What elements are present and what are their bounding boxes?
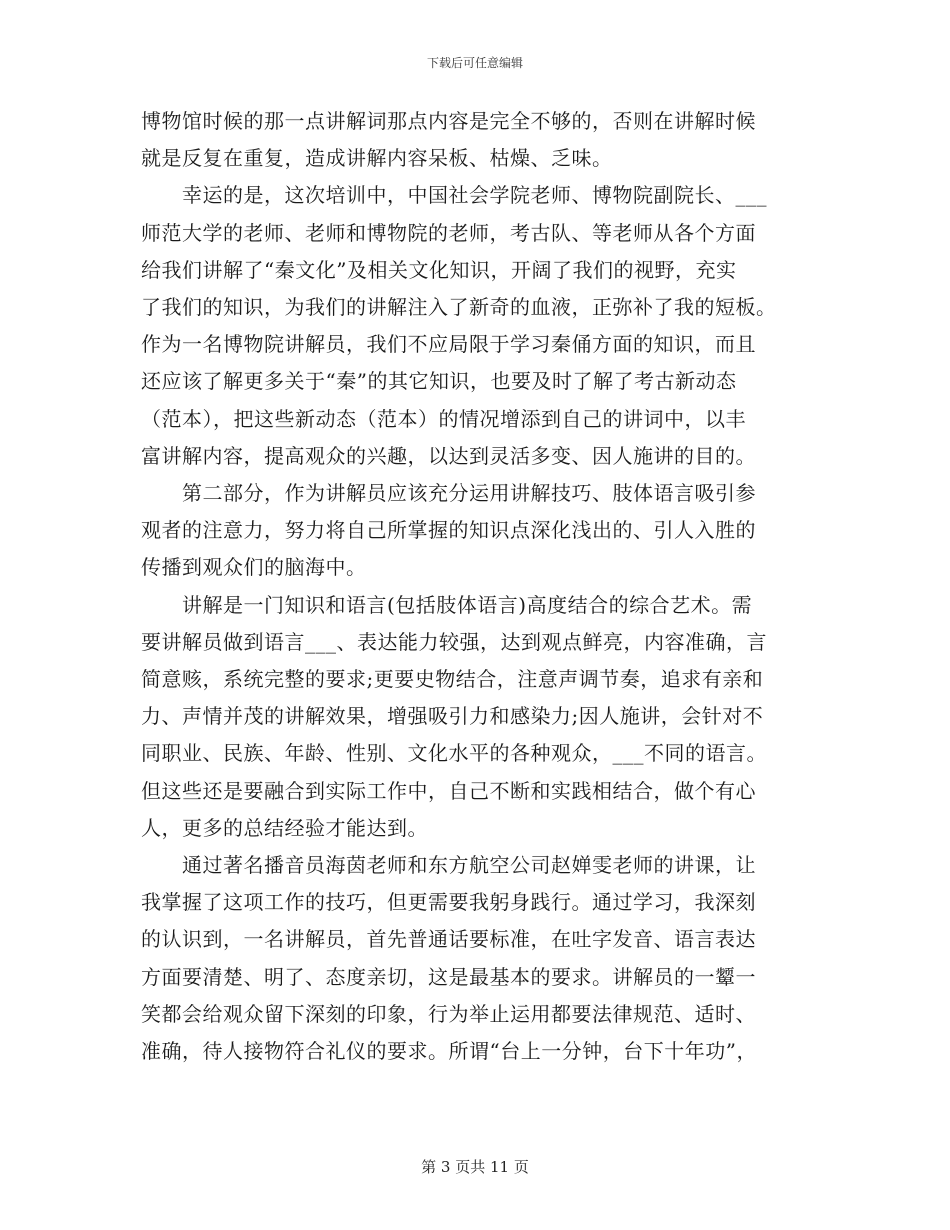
text-line: 人，更多的总结经验才能达到。 [141, 815, 428, 840]
text-line: 观者的注意力，努力将自己所掌握的知识点深化浅出的、引人入胜的 [141, 518, 756, 543]
paragraph-3 [141, 475, 811, 587]
page-header: 下载后可任意编辑 [426, 56, 523, 70]
text-line: 博物馆时候的那一点讲解词那点内容是完全不够的，否则在讲解时候 [141, 109, 756, 133]
text-line: 第二部分，作为讲解员应该充分运用讲解技巧、肢体语言吸引参 [141, 481, 756, 506]
text-line: 准确，待人接物符合礼仪的要求。所谓“台上一分钟，台下十年功”， [141, 1039, 757, 1064]
text-line: 幸运的是，这次培训中，中国社会学院老师、博物院副院长、___ [141, 183, 767, 208]
text-line: 我掌握了这项工作的技巧，但更需要我躬身践行。通过学习，我深刻 [141, 890, 756, 915]
paragraph-4 [141, 587, 811, 847]
page-footer: 第 3 页共 11 页 [421, 1158, 529, 1176]
text-line: 方面要清楚、明了、态度亲切，这是最基本的要求。讲解员的一颦一 [141, 964, 756, 989]
text-line: 就是反复在重复，造成讲解内容呆板、枯燥、乏味。 [141, 146, 613, 171]
paragraph-1 [141, 103, 811, 177]
text-line: 但这些还是要融合到实际工作中，自己不断和实践相结合，做个有心 [141, 778, 756, 803]
text-line: 同职业、民族、年龄、性别、文化水平的各种观众，___不同的语言。 [141, 741, 767, 766]
text-line: 的认识到，一名讲解员，首先普通话要标准，在吐字发音、语言表达 [141, 927, 756, 952]
text-line: 传播到观众们的脑海中。 [141, 555, 367, 580]
text-line: （范本），把这些新动态（范本）的情况增添到自己的讲词中，以丰 [141, 406, 746, 431]
text-line: 作为一名博物院讲解员，我们不应局限于学习秦俑方面的知识，而且 [141, 332, 756, 357]
text-line: 力、声情并茂的讲解效果，增强吸引力和感染力;因人施讲，会针对不 [141, 704, 764, 729]
paragraph-5 [141, 847, 811, 1070]
document-body [141, 103, 811, 1070]
text-line: 还应该了解更多关于“秦”的其它知识，也要及时了解了考古新动态 [141, 369, 737, 394]
text-line: 笑都会给观众留下深刻的印象，行为举止运用都要法律规范、适时、 [141, 1001, 756, 1026]
text-line: 富讲解内容，提高观众的兴趣，以达到灵活多变、因人施讲的目的。 [141, 443, 756, 468]
paragraph-2 [141, 177, 811, 475]
text-line: 要讲解员做到语言___、表达能力较强，达到观点鲜亮，内容准确，言 [141, 629, 767, 654]
text-line: 讲解是一门知识和语言(包括肢体语言)高度结合的综合艺术。需 [141, 592, 753, 617]
text-line: 简意赅，系统完整的要求;更要史物结合，注意声调节奏，追求有亲和 [141, 667, 764, 692]
text-line: 了我们的知识，为我们的讲解注入了新奇的血液，正弥补了我的短板。 [141, 295, 777, 320]
text-line: 给我们讲解了“秦文化”及相关文化知识，开阔了我们的视野，充实 [141, 257, 737, 282]
text-line: 师范大学的老师、老师和博物院的老师，考古队、等老师从各个方面 [141, 220, 756, 245]
text-line: 通过著名播音员海茵老师和东方航空公司赵婵雯老师的讲课，让 [141, 853, 756, 878]
